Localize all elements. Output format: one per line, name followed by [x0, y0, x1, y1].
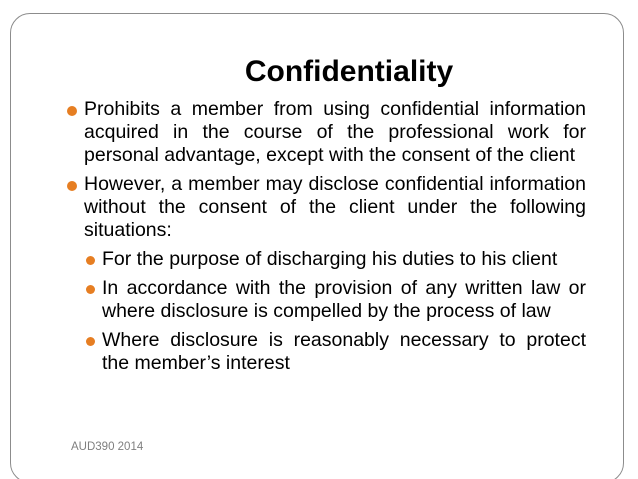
- bullet-dot-icon: [67, 106, 77, 116]
- sub-bullet-text: Where disclosure is reasonably necessary to protect the member’s interest: [102, 329, 586, 374]
- bullet-however: [67, 173, 586, 242]
- sub-bullet-duties: [84, 248, 586, 271]
- bullet-prohibits: [67, 98, 586, 167]
- bullet-dot-icon: [86, 337, 95, 346]
- sub-bullet-text: For the purpose of discharging his duties to his client: [102, 248, 558, 270]
- slide-content: [67, 98, 586, 381]
- bullet-text: Prohibits a member from using confidential information acquired in the course of the professional work for personal advantage, except with the consent of the client: [84, 98, 586, 166]
- slide-footer: AUD390 2014: [71, 441, 144, 453]
- bullet-dot-icon: [86, 256, 95, 265]
- bullet-dot-icon: [67, 181, 77, 191]
- bullet-dot-icon: [86, 285, 95, 294]
- slide-title: Confidentiality: [244, 55, 454, 88]
- sub-bullet-text: In accordance with the provision of any written law or where disclosure is compelled by the process of law: [102, 277, 586, 322]
- sub-bullet-law: [84, 277, 586, 323]
- sub-bullet-interest: [84, 329, 586, 375]
- bullet-text: However, a member may disclose confidential information without the consent of the client under the following situations:: [84, 173, 586, 241]
